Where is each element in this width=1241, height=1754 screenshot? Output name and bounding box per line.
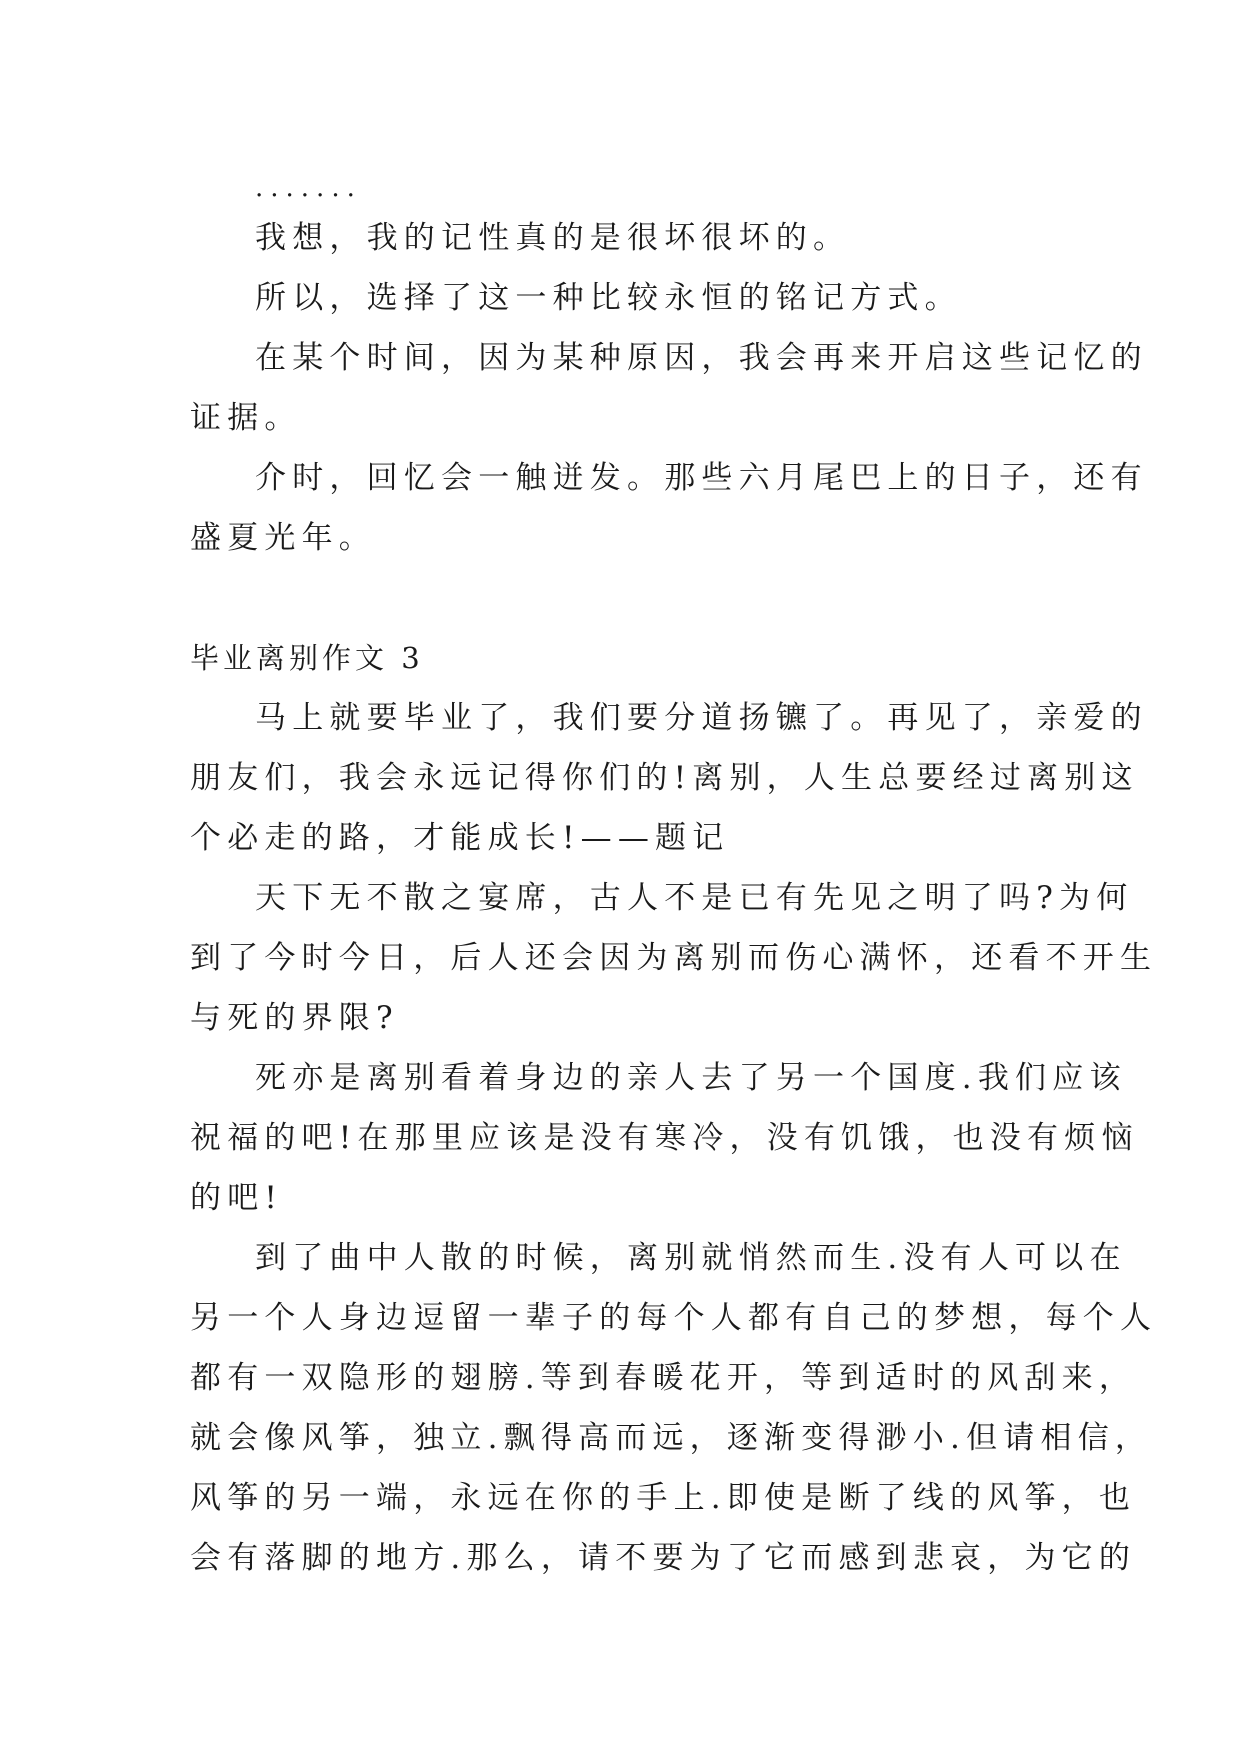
text-line: 到了今时今日，后人还会因为离别而伤心满怀，还看不开生 xyxy=(190,940,1158,976)
document-page xyxy=(190,168,1158,1588)
essay-heading: 毕业离别作文 3 xyxy=(190,641,424,675)
text-line: 马上就要毕业了，我们要分道扬镳了。再见了，亲爱的 xyxy=(255,700,1148,736)
text-line: 个必走的路，才能成长!——题记 xyxy=(190,820,730,856)
text-line: 都有一双隐形的翅膀.等到春暖花开，等到适时的风刮来， xyxy=(190,1360,1137,1396)
text-line: 会有落脚的地方.那么，请不要为了它而感到悲哀，为它的 xyxy=(190,1540,1137,1576)
text-line: 所以，选择了这一种比较永恒的铭记方式。 xyxy=(255,280,962,316)
text-line: 的吧! xyxy=(190,1180,284,1216)
text-line: 天下无不散之宴席，古人不是已有先见之明了吗?为何 xyxy=(255,880,1134,916)
text-line: 另一个人身边逗留一辈子的每个人都有自己的梦想，每个人 xyxy=(190,1300,1158,1336)
text-line: 介时，回忆会一触迸发。那些六月尾巴上的日子，还有 xyxy=(255,460,1148,496)
essay-3-body xyxy=(190,688,1158,1588)
text-line: 盛夏光年。 xyxy=(190,520,376,556)
essay-2-ending xyxy=(190,208,1148,568)
text-line: 到了曲中人散的时候，离别就悄然而生.没有人可以在 xyxy=(255,1240,1127,1276)
text-line: 风筝的另一端，永远在你的手上.即使是断了线的风筝，也 xyxy=(190,1480,1137,1516)
text-line: 就会像风筝，独立.飘得高而远，逐渐变得渺小.但请相信， xyxy=(190,1420,1153,1456)
text-line: 证据。 xyxy=(190,400,302,436)
section-gap xyxy=(190,568,1050,628)
text-line: 祝福的吧!在那里应该是没有寒冷，没有饥饿，也没有烦恼 xyxy=(190,1120,1139,1156)
ellipsis-line: ....... xyxy=(255,173,362,203)
text-line: 我想，我的记性真的是很坏很坏的。 xyxy=(255,220,851,256)
text-line: 与死的界限? xyxy=(190,1000,399,1036)
text-line: 在某个时间，因为某种原因，我会再来开启这些记忆的 xyxy=(255,340,1148,376)
text-line: 死亦是离别看着身边的亲人去了另一个国度.我们应该 xyxy=(255,1060,1127,1096)
text-line: 朋友们，我会永远记得你们的!离别，人生总要经过离别这 xyxy=(190,760,1139,796)
